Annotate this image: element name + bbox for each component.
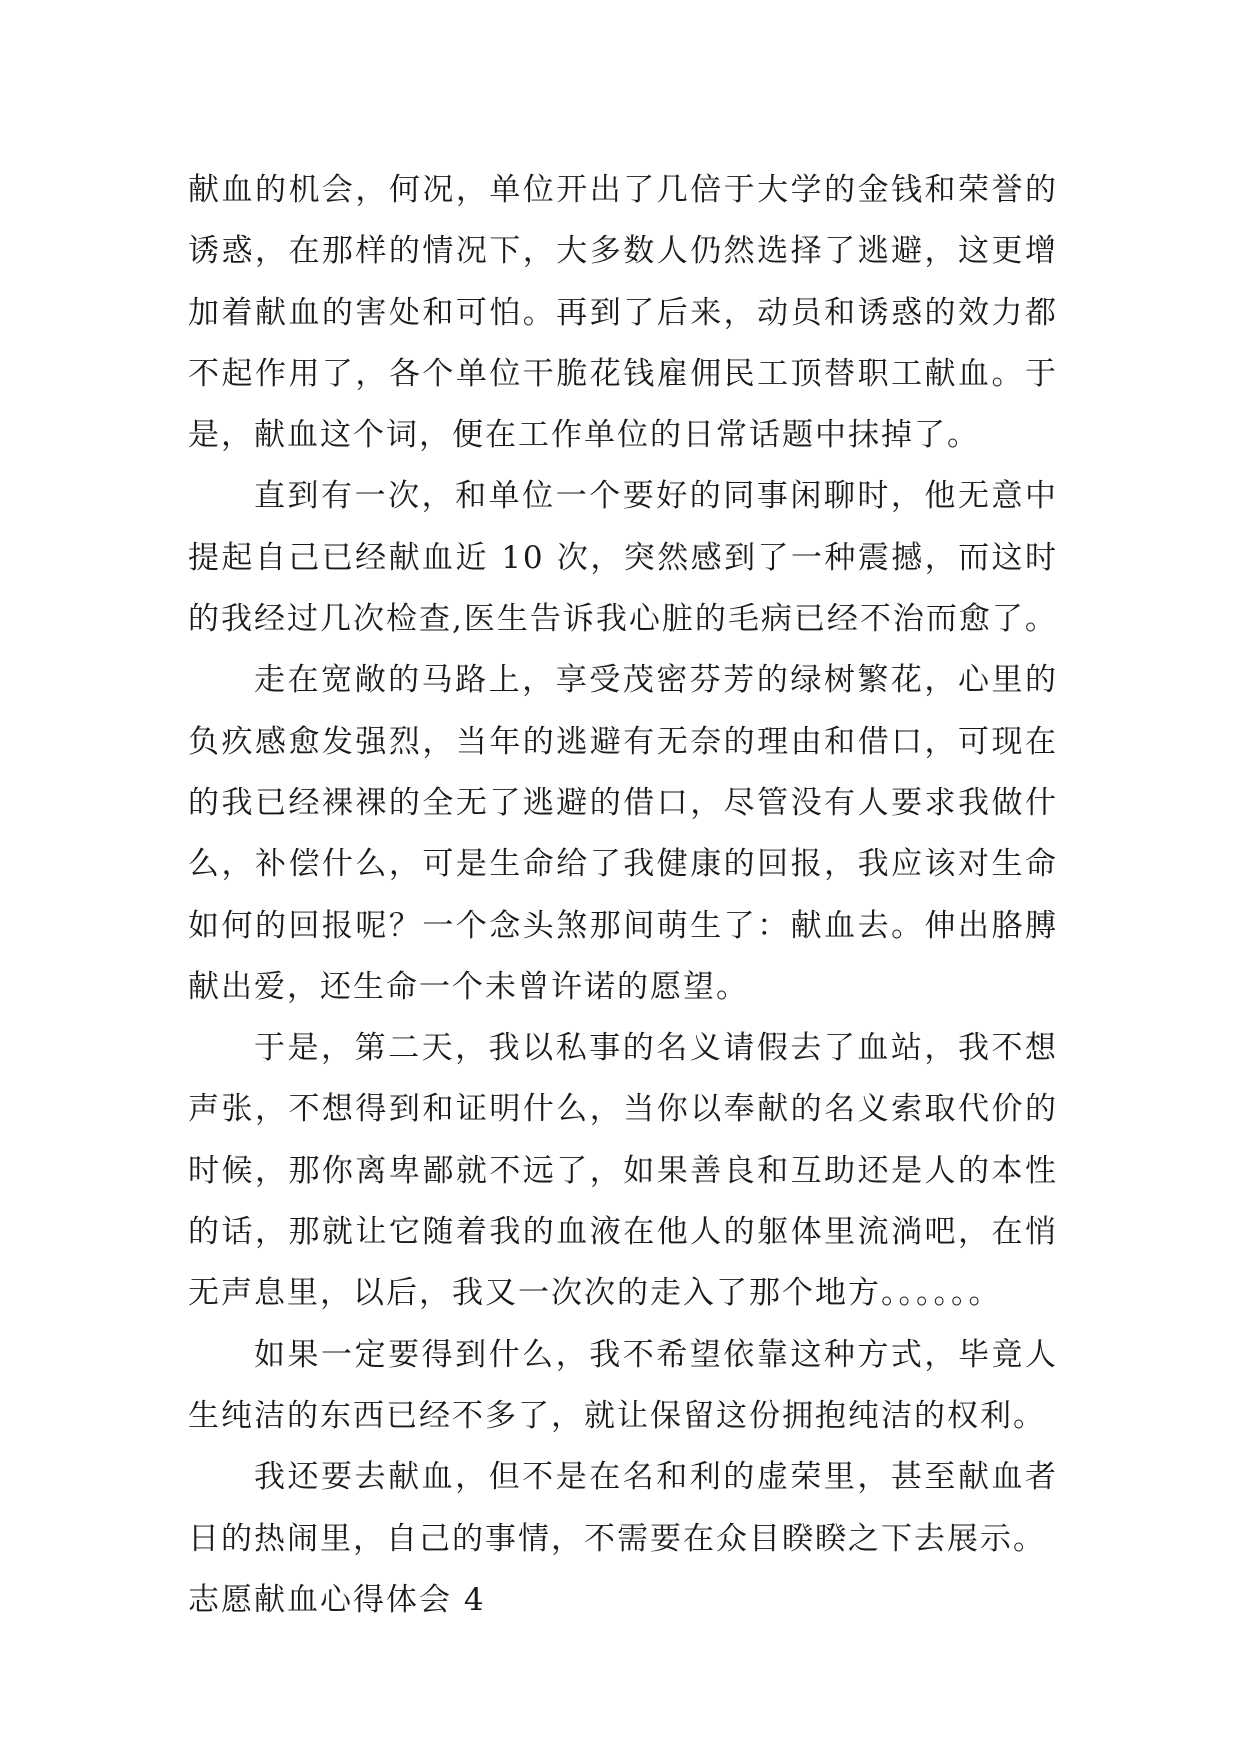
paragraph-1: 献血的机会，何况，单位开出了几倍于大学的金钱和荣誉的诱惑，在那样的情况下，大多数人仍然选择了逃避，这更增加着献血的害处和可怕。再到了后来，动员和诱惑的效力都不起作用了，各个单位干脆花钱雇佣民工顶替职工献血。于是，献血这个词，便在工作单位的日常话题中抹掉了。 xyxy=(188,172,1058,454)
paragraph-6: 我还要去献血，但不是在名和利的虚荣里，甚至献血者日的热闹里，自己的事情，不需要在众目睽睽之下去展示。 xyxy=(188,1459,1058,1557)
paragraph-3: 走在宽敞的马路上，享受茂密芬芳的绿树繁花，心里的负疚感愈发强烈，当年的逃避有无奈的理由和借口，可现在的我已经裸裸的全无了逃避的借口，尽管没有人要求我做什么，补偿什么，可是生命给了我健康的回报，我应该对生命如何的回报呢？一个念头煞那间萌生了：献血去。伸出胳膊献出爱，还生命一个未曾许诺的愿望。 xyxy=(188,662,1058,1005)
paragraph-5: 如果一定要得到什么，我不希望依靠这种方式，毕竟人生纯洁的东西已经不多了，就让保留这份拥抱纯洁的权利。 xyxy=(188,1336,1058,1434)
section-heading: 志愿献血心得体会 4 xyxy=(188,1581,486,1618)
paragraph-4: 于是，第二天，我以私事的名义请假去了血站，我不想声张，不想得到和证明什么，当你以奉献的名义索取代价的时候，那你离卑鄙就不远了，如果善良和互助还是人的本性的话，那就让它随着我的血液在他人的躯体里流淌吧，在悄无声息里，以后，我又一次次的走入了那个地方。。。。。。 xyxy=(188,1030,1058,1312)
document-page xyxy=(188,160,1058,1631)
paragraph-2: 直到有一次，和单位一个要好的同事闲聊时，他无意中提起自己已经献血近 10 次，突然感到了一种震撼，而这时的我经过几次检查,医生告诉我心脏的毛病已经不治而愈了。 xyxy=(188,478,1058,638)
